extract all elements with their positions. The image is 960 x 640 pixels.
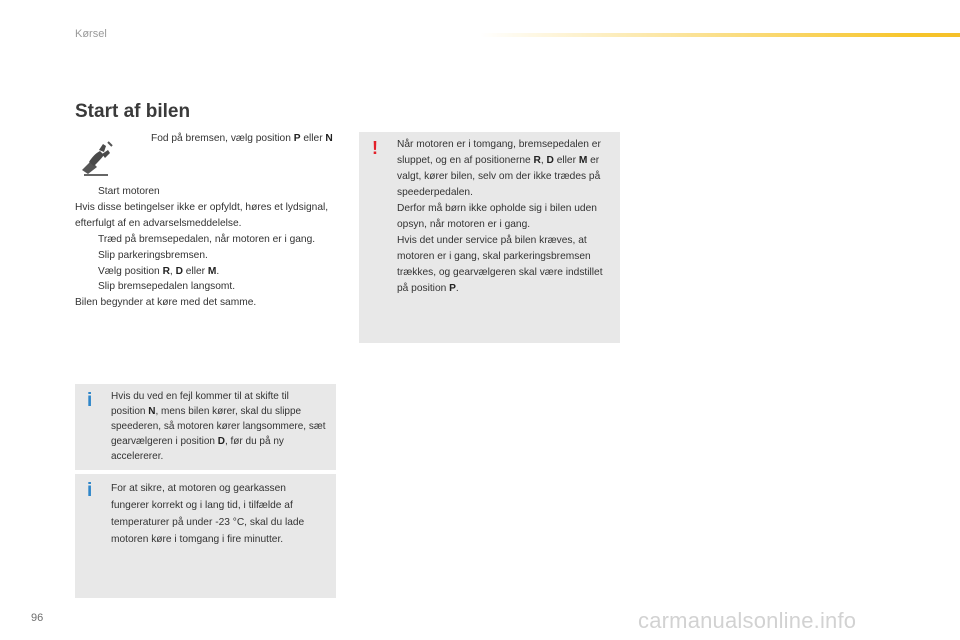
condition-paragraph: Hvis disse betingelser ikke er opfyldt, høres et lydsignal, efterfulgt af en advarselsmeddelelse. [75, 201, 329, 229]
step1-n: N [325, 133, 333, 144]
step1-a: Fod på bremsen, vælg position [151, 133, 294, 144]
header-accent-bar [480, 33, 960, 37]
warning-eller: eller [553, 155, 579, 166]
list-item [75, 248, 345, 264]
list-item [75, 264, 345, 280]
foot-on-brake-pedal-icon [78, 140, 114, 176]
warning-p: P [449, 283, 456, 294]
warning-m: M [578, 155, 588, 166]
info1-a: Hvis du ved en fejl kommer til at skifte til position [111, 391, 289, 417]
main-instructions [75, 184, 345, 311]
step-brake-select [130, 131, 340, 146]
warning-comma: , [540, 155, 547, 166]
exclamation-icon: ! [372, 138, 378, 158]
info1-c: , før du på ny accelererer. [111, 436, 284, 462]
warning-r: R [533, 155, 541, 166]
list-item [75, 232, 345, 248]
section-header: Kørsel [75, 28, 107, 40]
page-number: 96 [31, 612, 44, 624]
step-text: Slip parkeringsbremsen. [98, 249, 208, 261]
step1-p: P [293, 133, 301, 144]
info1-n: N [148, 406, 156, 417]
b3-r: R [162, 265, 170, 277]
warning-p2: Derfor må børn ikke opholde sig i bilen uden opsyn, når motoren er i gang. [397, 203, 597, 230]
list-item [75, 184, 345, 200]
b3-c: , [169, 265, 176, 277]
warning-p1b: er valgt, kører bilen, selv om der ikke trædes på speederpedalen. [397, 155, 601, 198]
warning-p3 [397, 233, 615, 297]
warning-p3a: Hvis det under service på bilen kræves, at motoren er i gang, skal parkeringsbremsen trækkes, og gearvælgeren skal være indstillet på position [397, 235, 603, 294]
warning-d: D [546, 155, 554, 166]
start-motor-text: Start motoren [98, 186, 160, 197]
info-neutral-text [111, 389, 326, 464]
step-text: Træd på bremsepedalen, når motoren er i gang. [98, 233, 316, 245]
warning-p1a: Når motoren er i tomgang, bremsepedalen er sluppet, og en af positionerne [397, 139, 601, 166]
info-icon: i [87, 390, 93, 411]
b3-g: . [216, 265, 220, 277]
warning-text [397, 137, 615, 297]
watermark: carmanualsonline.info [638, 608, 857, 633]
info-cold-text: For at sikre, at motoren og gearkassen fungerer korrekt og i lang tid, i tilfælde af temperaturer på under -23 °C, skal du lade motoren køre i tomgang i fire minutter. [111, 483, 305, 545]
closing-text: Bilen begynder at køre med det samme. [75, 297, 257, 309]
warning-p3b: . [455, 283, 459, 294]
list-item [75, 279, 345, 295]
info-icon: i [87, 480, 93, 501]
step-text [98, 266, 219, 277]
info1-b: , mens bilen kører, skal du slippe speederen, så motoren kører langsommere, sæt gearvælgeren i position [111, 406, 326, 447]
step-text: Slip bremsepedalen langsomt. [98, 281, 236, 293]
b3-e: eller [182, 265, 208, 277]
page-title: Start af bilen [75, 101, 191, 122]
b3-d: D [175, 265, 183, 277]
info1-d: D [217, 436, 225, 447]
step-brake-text [151, 131, 340, 146]
b3-m: M [207, 265, 217, 277]
b3-a: Vælg position [98, 265, 163, 277]
step1-c: eller [300, 133, 326, 144]
